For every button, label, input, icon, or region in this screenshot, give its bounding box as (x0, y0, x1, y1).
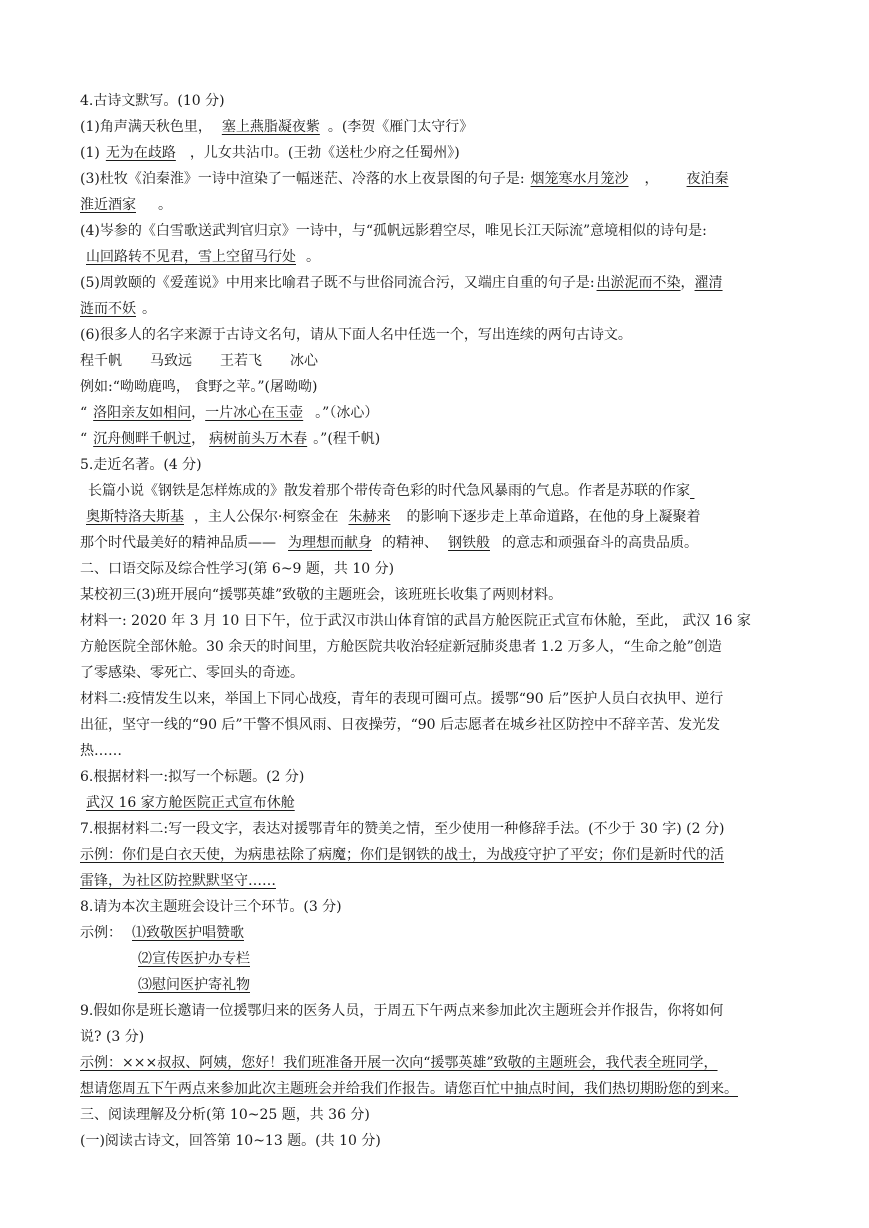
q4-3-sep: ， (644, 171, 659, 187)
q4-line-3 (80, 170, 729, 188)
will-answer: 钢铁般 (448, 535, 490, 551)
q4-line-6: (6)很多人的名字来源于古诗文名句，请从下面人名中任选一个，写出连续的两句古诗文。 (80, 327, 632, 343)
q4-4-end: 。 (306, 249, 320, 265)
q4-line-1 (80, 118, 473, 136)
q6-title: 6.根据材料一:拟写一个标题。(2 分) (80, 769, 305, 785)
material-2-line-3: 热…… (80, 743, 122, 759)
q4-2-answer: 无为在歧路 (105, 145, 176, 161)
q4-line-5b (80, 300, 156, 318)
q5-line-1 (80, 482, 706, 500)
q4-line-2 (80, 144, 460, 162)
q4-3-end: 。 (158, 197, 172, 213)
q4-2-prompt: (1) (80, 145, 100, 161)
q7-answer-line-2-row (80, 872, 338, 890)
q8-item-2: ⑵宣传医护办专栏 (138, 951, 250, 967)
q4-1-source: 。(李贺《雁门太守行》 (327, 119, 474, 135)
q4-3-prompt: (3)杜牧《泊秦淮》一诗中渲染了一幅迷茫、冷落的水上夜景图的句子是: (80, 171, 525, 187)
section-3-subtitle: (一)阅读古诗文，回答第 10~13 题。(共 10 分) (80, 1133, 381, 1149)
spirit-answer: 为理想而献身 (288, 535, 372, 551)
material-1-line-1: 材料一: 2020 年 3 月 10 日下午，位于武汉市洪山体育馆的武昌方舱医院正式宣布休舱，至此， 武汉 16 家 (80, 613, 751, 629)
q4-line-4: (4)岑参的《白雪歌送武判官归京》一诗中，与“孤帆远影碧空尽，唯见长江天际流”意境相似的诗句是: (80, 223, 707, 239)
section-3-title: 三、阅读理解及分析(第 10~25 题，共 36 分) (80, 1107, 370, 1123)
answer-1-open: “ (80, 405, 88, 421)
answer-1-close: 。”（冰心） (315, 405, 379, 421)
q5-3-post: 的意志和顽强奋斗的高贵品质。 (502, 535, 698, 551)
q4-3-answer-2b: 淮近酒家 (80, 197, 136, 213)
q5-line-3 (80, 534, 698, 552)
q4-line-5 (80, 274, 723, 292)
q4-5-prompt: (5)周敦颐的《爱莲说》中用来比喻君子既不与世俗同流合污，又端庄自重的句子是: (80, 275, 595, 291)
q5-title: 5.走近名著。(4 分) (80, 457, 202, 473)
q4-line-4b (80, 248, 320, 266)
answer-2-part-2: 病树前头万木春 (209, 431, 308, 447)
q4-2-source: ，儿女共沾巾。(王勃《送杜少府之任蜀州》) (189, 145, 460, 161)
q7-answer-line-2: 雷锋，为社区防控默默坚守…… (80, 873, 276, 889)
author-answer: 奥斯特洛夫斯基 (86, 509, 184, 525)
answer-2-close: 。”(程千帆) (313, 431, 381, 447)
answer-line-1 (80, 404, 378, 422)
q8-label: 示例： (80, 925, 122, 941)
q5-line-2 (80, 508, 700, 526)
q5-3-pre: 那个时代最美好的精神品质—— (80, 535, 276, 551)
q8-item-row-3 (138, 976, 262, 994)
q4-4-answer: 山回路转不见君，雪上空留马行处 (86, 249, 296, 265)
name-option-4: 冰心 (290, 353, 318, 369)
answer-1-part-1: 洛阳亲友如相问 (93, 405, 192, 421)
material-1-line-2: 方舱医院全部休舱。30 余天的时间里，方舱医院共收治轻症新冠肺炎患者 1.2 万多人，“生命之舱”创造 (80, 639, 722, 655)
material-2-line-1: 材料二:疫情发生以来，举国上下同心战疫，青年的表现可圈可点。援鄂“90 后”医护人员白衣执甲、逆行 (80, 691, 724, 707)
q4-1-prompt: (1)角声满天秋色里， (80, 119, 212, 135)
q7-answer-line-1: 示例：你们是白衣天使，为病患祛除了病魔；你们是钢铁的战士，为战疫守护了平安；你们是新时代的活 (80, 847, 724, 863)
q4-1-answer: 塞上燕脂凝夜紫 (221, 119, 320, 135)
q5-2-mid: ，主人公保尔·柯察金在 (194, 509, 339, 525)
material-2-line-2: 出征，坚守一线的“90 后”干警不惧风雨、日夜操劳，“90 后志愿者在城乡社区防控中不辞辛苦、发光发 (80, 717, 720, 733)
q4-5-end: 。 (142, 301, 156, 317)
q4-5-answer-2a: 濯清 (694, 275, 723, 291)
material-1-line-3: 了零感染、零死亡、零回头的奇迹。 (80, 665, 304, 681)
q8-item-row-1 (80, 924, 258, 942)
q8-item-3: ⑶慰问医护寄礼物 (138, 977, 250, 993)
q4-3-answer-2a: 夜泊秦 (686, 171, 729, 187)
name-option-1: 程千帆 (80, 353, 122, 369)
q6-answer: 武汉 16 家方舱医院正式宣布休舱 (86, 795, 295, 811)
name-option-3: 王若飞 (220, 353, 262, 369)
name-option-2: 马致远 (150, 353, 192, 369)
q4-5-answer-1: 出淤泥而不染 (596, 275, 681, 291)
q5-3-mid: 的精神、 (382, 535, 438, 551)
q9-answer-line-2: 想请您周五下午两点来参加此次主题班会并给我们作报告。请您百忙中抽点时间，我们热切期盼您的到来。 (80, 1081, 738, 1097)
q5-2-post: 的影响下逐步走上革命道路，在他的身上凝聚着 (406, 509, 701, 525)
q4-3-answer-1: 烟笼寒水月笼沙 (530, 171, 629, 187)
section-2-intro: 某校初三(3)班开展向“援鄂英雄”致敬的主题班会，该班班长收集了两则材料。 (80, 587, 563, 603)
answer-2-part-1: 沉舟侧畔千帆过 (93, 431, 192, 447)
answer-2-open: “ (80, 431, 88, 447)
q4-line-3b (80, 196, 172, 214)
answer-2-sep: ， (191, 431, 206, 447)
q4-5-sep: ， (680, 275, 695, 291)
answer-1-part-2: 一片冰心在玉壶 (205, 405, 304, 421)
q5-1-text: 长篇小说《钢铁是怎样炼成的》散发着那个带传奇色彩的时代急风暴雨的气息。作者是苏联的作家 (88, 483, 690, 499)
section-2-title: 二、口语交际及综合性学习(第 6~9 题，共 10 分) (80, 561, 395, 577)
q8-title: 8.请为本次主题班会设计三个环节。(3 分) (80, 899, 342, 915)
q4-title: 4.古诗文默写。(10 分) (80, 93, 225, 109)
q9-title-line-1: 9.假如你是班长邀请一位援鄂归来的医务人员，于周五下午两点来参加此次主题班会并作报告，你将如何 (80, 1003, 724, 1019)
mentor-answer: 朱赫来 (348, 509, 391, 525)
q8-item-row-2 (138, 950, 262, 968)
q7-title: 7.根据材料二:写一段文字，表达对援鄂青年的赞美之情，至少使用一种修辞手法。(不少于 30 字) (2 分) (80, 821, 725, 837)
q8-item-1: ⑴致敬医护唱赞歌 (132, 925, 244, 941)
q4-5-answer-2b: 涟而不妖 (80, 301, 136, 317)
q9-title-line-2: 说? (3 分) (80, 1029, 145, 1045)
name-list (80, 352, 318, 370)
q9-answer-line-1: 示例：×××叔叔、阿姨，您好！我们班准备开展一次向“援鄂英雄”致敬的主题班会，我代表全班同学， (80, 1055, 718, 1071)
answer-1-sep: ， (191, 405, 206, 421)
example-line: 例如:“呦呦鹿鸣， 食野之苹。”(屠呦呦) (80, 379, 318, 395)
q6-answer-line (80, 794, 379, 812)
answer-line-2 (80, 430, 380, 448)
